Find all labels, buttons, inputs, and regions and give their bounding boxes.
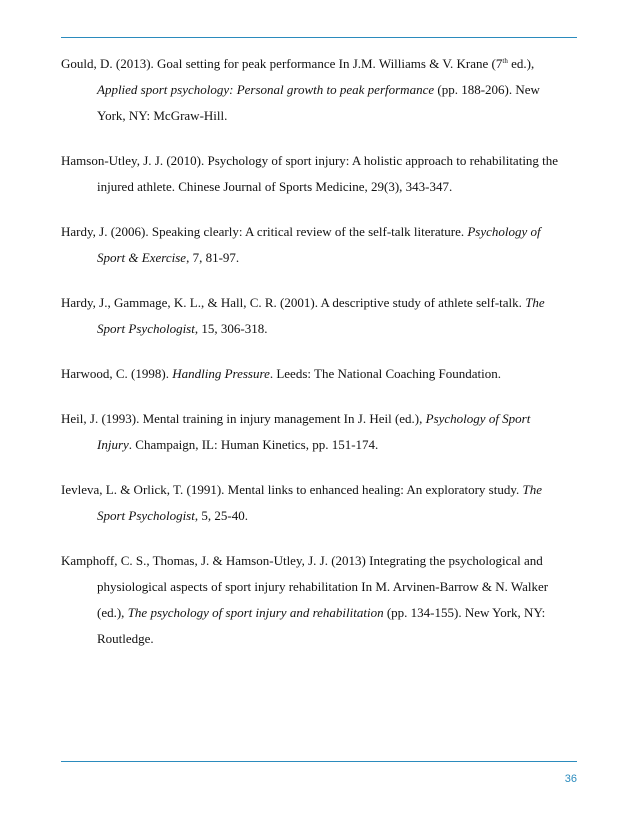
reference-text: , 7, 81-97. (186, 250, 240, 265)
reference-line (61, 219, 581, 245)
reference-text: Kamphoff, C. S., Thomas, J. & Hamson-Utley, J. J. (2013) Integrating the psychological and (61, 553, 543, 568)
reference-text: (pp. 134-155). New York, NY: (383, 605, 546, 620)
reference-text: Heil, J. (1993). Mental training in injury management In J. Heil (ed.), (61, 411, 426, 426)
reference-entry (61, 361, 581, 387)
reference-text: . Champaign, IL: Human Kinetics, pp. 151-174. (128, 437, 379, 452)
reference-line (61, 432, 581, 458)
reference-entry (61, 219, 581, 271)
reference-line (61, 148, 581, 174)
italic-text: Sport Psychologist (97, 321, 195, 336)
italic-text: Psychology of Sport (425, 411, 531, 426)
reference-text: Gould, D. (2013). Goal setting for peak performance In J.M. Williams & V. Krane (7 (61, 56, 503, 71)
italic-text: Applied sport psychology: Personal growth to peak performance (97, 82, 435, 97)
reference-line (61, 626, 581, 652)
reference-text: Hardy, J. (2006). Speaking clearly: A critical review of the self-talk literature. (61, 224, 468, 239)
reference-line (61, 51, 581, 77)
reference-entry (61, 477, 581, 529)
reference-entry (61, 548, 581, 652)
reference-text: Hardy, J., Gammage, K. L., & Hall, C. R. (2001). A descriptive study of athlete self-talk. (61, 295, 526, 310)
reference-text: Routledge. (97, 631, 154, 646)
italic-text: Sport & Exercise (97, 250, 187, 265)
italic-text: Injury (97, 437, 129, 452)
italic-text: Sport Psychologist (97, 508, 195, 523)
reference-line (61, 503, 581, 529)
reference-entry (61, 406, 581, 458)
reference-entry (61, 51, 581, 129)
reference-text: (ed.), (97, 605, 128, 620)
reference-line (61, 103, 581, 129)
reference-line (61, 245, 581, 271)
reference-text: York, NY: McGraw-Hill. (97, 108, 228, 123)
reference-list (61, 51, 581, 671)
reference-entry (61, 290, 581, 342)
reference-line (61, 406, 581, 432)
italic-text: Psychology of (467, 224, 541, 239)
reference-text: Ievleva, L. & Orlick, T. (1991). Mental links to enhanced healing: An exploratory study. (61, 482, 523, 497)
reference-text: Harwood, C. (1998). (61, 366, 173, 381)
reference-text: , 15, 306-318. (194, 321, 268, 336)
reference-line (61, 600, 581, 626)
reference-line (61, 477, 581, 503)
reference-text: (pp. 188-206). New (434, 82, 540, 97)
footer-rule (61, 761, 577, 762)
superscript-text: th (502, 57, 508, 65)
reference-text: , 5, 25-40. (194, 508, 248, 523)
italic-text: Handling Pressure (172, 366, 270, 381)
reference-line (61, 361, 581, 387)
page-number: 36 (564, 773, 577, 785)
reference-text: injured athlete. Chinese Journal of Sports Medicine, 29(3), 343-347. (97, 179, 453, 194)
header-rule (61, 37, 577, 38)
reference-line (61, 548, 581, 574)
reference-line (61, 574, 581, 600)
reference-text: ed.), (507, 56, 535, 71)
italic-text: The psychology of sport injury and rehabilitation (127, 605, 384, 620)
reference-entry (61, 148, 581, 200)
reference-line (61, 174, 581, 200)
reference-text: Hamson-Utley, J. J. (2010). Psychology of sport injury: A holistic approach to rehabilitating the (61, 153, 559, 168)
reference-line (61, 316, 581, 342)
reference-line (61, 290, 581, 316)
reference-text: physiological aspects of sport injury rehabilitation In M. Arvinen-Barrow & N. Walker (97, 579, 549, 594)
reference-line (61, 77, 581, 103)
reference-text: . Leeds: The National Coaching Foundation. (269, 366, 502, 381)
italic-text: The (522, 482, 543, 497)
italic-text: The (525, 295, 545, 310)
